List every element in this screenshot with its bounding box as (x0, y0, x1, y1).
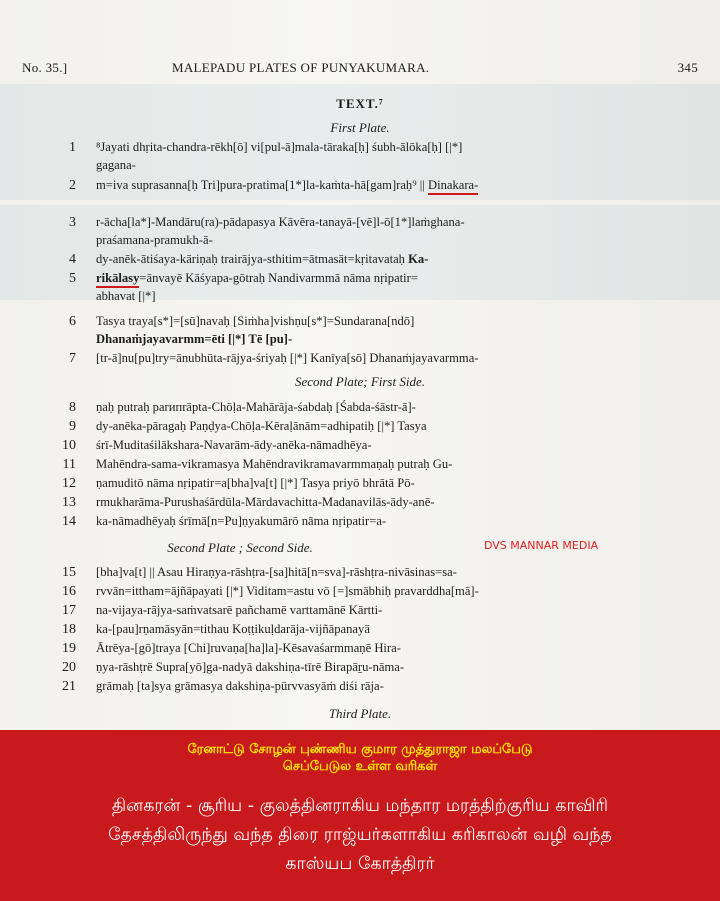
text-line-4: 4 dy-anēk-ātiśaya-kāriṇaḥ trairājya-sthitim=ātmasāt=kṛitavataḥ Ka- (69, 252, 429, 267)
section-second-plate-second-side: Second Plate ; Second Side. (167, 540, 313, 555)
caption-line-1: தினகரன் - சூரிய - குலத்தினராகிய மந்தார மரத்திற்குரிய காவிரி (111, 796, 609, 816)
caption-line-2: தேசத்திலிருந்து வந்த திரை ராஜ்யர்களாகிய கரிகாலன் வழி வந்த (108, 825, 612, 845)
text-line-19: 19 Ātrēya-[gō]traya [Chi]ruvaṇa[ha]la]-Kēsavaśarmmaṇē Hira- (62, 641, 401, 656)
text-line-6-cont: Dhanaṁjayavarmm=ēti [|*] Tē [pu]- (96, 332, 293, 346)
text-line-5: 5 rikālasy=ānvayē Kāśyapa-gōtraḥ Nandivarmmā nāma nṛipatir= (69, 271, 418, 286)
text-line-3-cont: praśamana-pramukh-ā- (96, 233, 213, 247)
section-second-plate-first-side: Second Plate; First Side. (295, 374, 425, 389)
text-line-17: 17 na-vijaya-rājya-saṁvatsarē pañchamē varttamānē Kārtti- (62, 603, 383, 618)
plate-number: No. 35.] (22, 60, 68, 75)
underline-dinakara: Dinakara- (428, 178, 478, 195)
watermark: DVS MANNAR MEDIA (484, 539, 599, 552)
text-line-13: 13 rmukharāma-Purushaśārdūla-Mārdavachitta-Madanavilās-ādy-anē- (62, 495, 435, 510)
page-number: 345 (677, 60, 698, 75)
underline-rikalasy: rikālasy (96, 271, 139, 288)
text-line-21: 21 grāmaḥ [ta]sya grāmasya dakshiṇa-pūrvvasyāṁ diśi rāja- (62, 679, 384, 694)
text-line-15: 15 [bha]va[t] || Asau Hiraṇya-rāshṭra-[sa]hitā[n=sva]-rāshṭra-nivāsinas=sa- (62, 565, 457, 580)
section-first-plate: First Plate. (330, 120, 390, 135)
text-heading: TEXT.⁷ (336, 96, 384, 111)
text-line-7: 7 [tr-ā]nu[pu]try=ānubhūta-rājya-śriyaḥ [|*] Kanīya[sō] Dhanaṁjayavarmma- (69, 351, 479, 366)
text-line-8: 8 ṇaḥ putraḥ parипrāpta-Chōḷa-Mahārāja-śabdaḥ [Śabda-śāstr-ā]- (69, 400, 416, 415)
section-third-plate: Third Plate. (328, 706, 392, 721)
text-line-16: 16 rvvān=ittham=ājñāpayati [|*] Viditam=astu vō [=]smābhiḥ pravarddha[mā]- (62, 584, 479, 599)
caption-subtitle-2: செப்பேடுல உள்ள வரிகள் (282, 759, 438, 774)
text-line-6: 6 Tasya traya[s*]=[sū]navaḥ [Siṁha]vishṇu[s*]=Sundarana[ndō] (69, 314, 415, 329)
text-line-11: 11 Mahēndra-sama-vikramasya Mahēndravikramavarmmaṇaḥ putraḥ Gu- (62, 457, 453, 472)
page-title: MALEPADU PLATES OF PUNYAKUMARA. (172, 60, 430, 75)
text-line-3: 3 r-ācha[la*]-Mandāru(ra)-pādapasya Kāvēra-tanayā-[vē]l-ō[1*]laṁghana- (69, 215, 465, 230)
text-line-9: 9 dy-anēka-pāragaḥ Paṇḍya-Chōḷa-Kēraḷānām=adhipatiḥ [|*] Tasya (69, 419, 427, 434)
text-line-18: 18 ka-[pau]rṇamāsyān=tithau Koṭṭikuḷdarāja-vijñāpanayā (62, 622, 370, 637)
text-line-10: 10 śrī-Muditaśilākshara-Navarām-ādy-anēka-nāmadhēya- (62, 438, 372, 453)
text-line-14: 14 ka-nāmadhēyaḥ śrīmā[n=Pu]ṇyakumārō nāma nṛipatir=a- (62, 514, 387, 529)
text-line-2: 2 m=iva suprasanna[ḥ Tri]pura-pratima[1*]la-kaṁta-hā[gam]raḥ⁹ || Dinakara- (69, 178, 479, 193)
text-line-1: 1 ⁸Jayati dhṛita-chandra-rēkh[ō] vi[pul-ā]mala-tāraka[ḥ] śubh-ālōka[ḥ] [|*] (69, 140, 463, 155)
text-line-1-cont: gagana- (96, 158, 136, 172)
text-line-5-cont: abhavat [|*] (96, 289, 156, 303)
text-line-20: 20 ṇya-rāshṭrē Supra[yō]ga-nadyā dakshiṇa-tīrē Birapāṟu-nāma- (62, 660, 405, 675)
text-line-12: 12 ṇamuditō nāma nṛipatir=a[bha]va[t] [|*] Tasya priyō bhrātā Pō- (62, 476, 415, 491)
caption-subtitle-1: ரேனாட்டு சோழன் புண்ணிய குமார முத்துராஜா மலப்பேடு (187, 742, 533, 757)
caption-banner (0, 730, 720, 901)
caption-line-3: காஸ்யப கோத்திரர் (285, 854, 435, 874)
